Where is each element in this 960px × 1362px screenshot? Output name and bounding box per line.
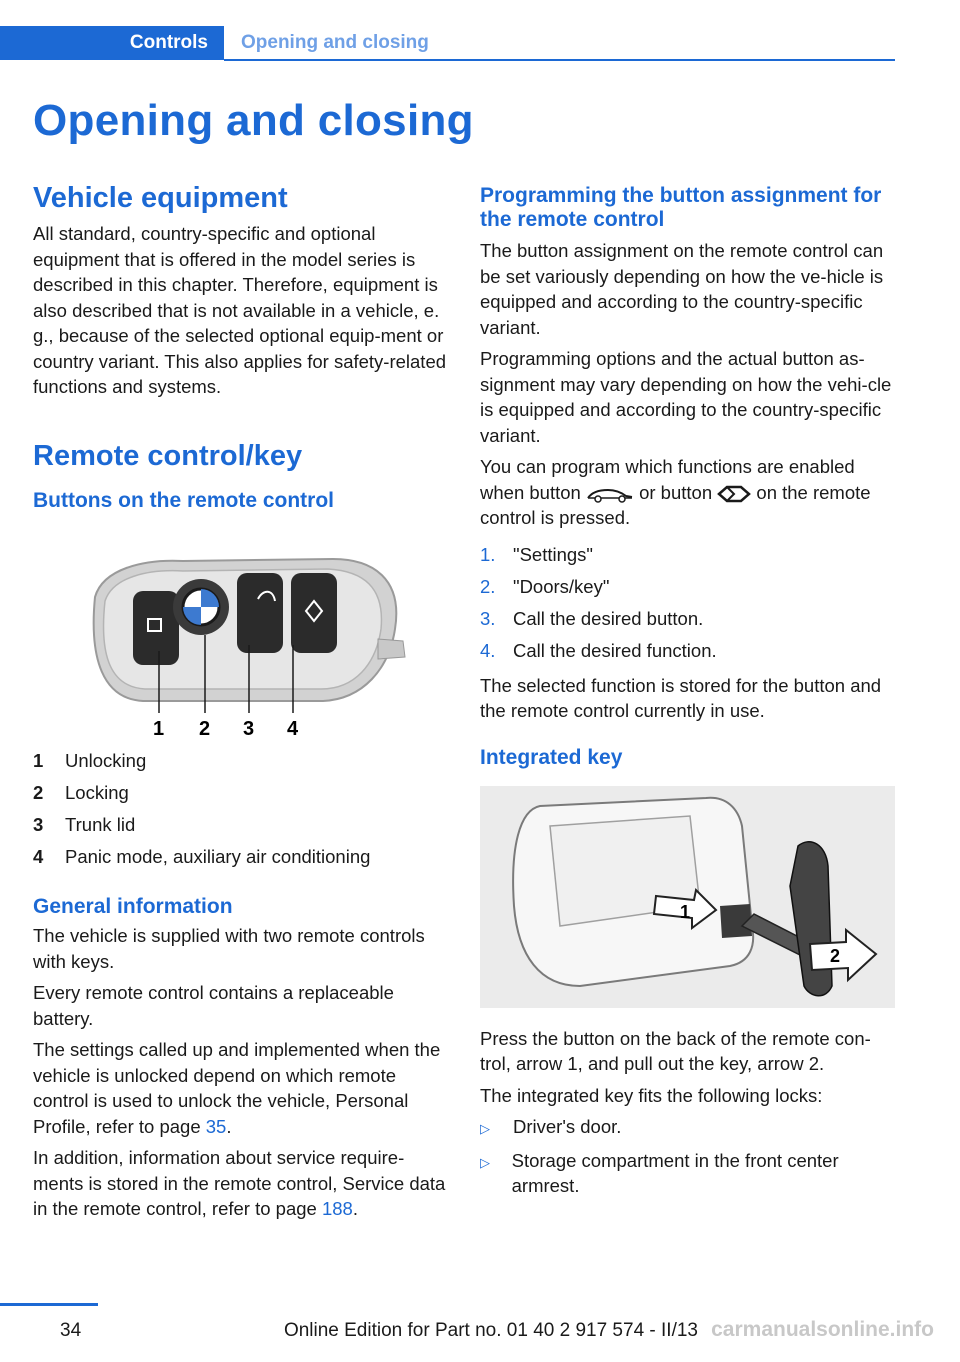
programming-p3 (480, 454, 895, 531)
integrated-p1: Press the button on the back of the remote con-trol, arrow 1, and pull out the key, arrow 2. (480, 1027, 871, 1075)
list-item (480, 1114, 895, 1142)
right-column (480, 184, 895, 1205)
general-p2: Every remote control contains a replaceable battery. (33, 982, 394, 1029)
bullet-triangle-icon: ▷ (480, 1121, 490, 1137)
list-item-text: Driver's door. (513, 1116, 622, 1138)
step-text: "Settings" (513, 543, 593, 565)
general-p1: The vehicle is supplied with two remote controls with keys. (33, 925, 425, 972)
general-p3-text: The settings called up and implemented when the vehicle is unlocked depend on which remote control is used to unlock the vehicle, Personal Profile, refer to page (33, 1039, 441, 1137)
page-link-188[interactable]: 188 (321, 1198, 353, 1220)
legend-item (33, 809, 448, 841)
programming-p3-c: on the remote control is pressed. (480, 481, 871, 529)
vehicle-equipment-heading: Vehicle equipment (33, 182, 288, 214)
callout-1: 1 (153, 718, 165, 740)
page-link-35[interactable]: 35 (205, 1115, 227, 1137)
general-info-heading: General information (33, 895, 233, 919)
callout-4: 4 (287, 718, 299, 740)
legend-item (33, 777, 448, 809)
legend-label: Panic mode, auxiliary air conditioning (65, 846, 371, 868)
programming-p3-b: or button (633, 481, 718, 503)
lock-list (480, 1114, 895, 1199)
step-text: Call the desired button. (513, 607, 704, 629)
subsection-tab[interactable] (224, 26, 429, 60)
legend-label: Unlocking (65, 750, 147, 772)
buttons-heading: Buttons on the remote control (33, 489, 334, 513)
programming-p4: The selected function is stored for the button and the remote control currently in use. (480, 674, 882, 722)
general-p4-end: . (352, 1198, 358, 1220)
legend-label: Locking (65, 782, 129, 804)
step-num: 3. (480, 607, 496, 629)
edition-note: Online Edition for Part no. 01 40 2 917 574 - II/13 (283, 1320, 698, 1341)
programming-p1: The button assignment on the remote control can be set variously depending on how the ve-hicle is equipped and according to the country-specific variant. (480, 240, 884, 338)
integrated-p2: The integrated key fits the following locks: (480, 1084, 823, 1106)
header-tabs (0, 26, 895, 62)
step-item (480, 539, 895, 571)
left-column (33, 182, 448, 1228)
bullet-triangle-icon: ▷ (480, 1154, 490, 1170)
header-rule (224, 59, 895, 61)
step-item (480, 603, 895, 635)
legend-item (33, 745, 448, 777)
general-p4 (33, 1145, 448, 1222)
remote-control-heading: Remote control/key (33, 439, 303, 472)
step-item (480, 635, 895, 667)
subsection-tab-label: Opening and closing (241, 32, 429, 53)
remote-control-figure (33, 549, 448, 739)
callout-2: 2 (199, 718, 211, 740)
integrated-key-figure (480, 786, 895, 1008)
step-num: 2. (480, 575, 496, 597)
programming-steps (480, 539, 895, 667)
vehicle-equipment-text: All standard, country-specific and optional equipment that is offered in the model series is described in this chapter. Therefore, equipment is also described that is not available in a vehicle, e. g., because of the selected optional equip-ment or country variant. This also applies for safety-related functions and systems. (33, 223, 447, 398)
general-p3-end: . (226, 1115, 232, 1137)
programming-p2: Programming options and the actual button as-signment may vary depending on how the vehi-cle is equipped and according to the country-specific variant. (480, 348, 892, 446)
programming-p3-a: You can program which functions are enabled when button (480, 456, 855, 503)
legend-num: 2 (33, 782, 44, 804)
list-item (480, 1148, 895, 1199)
legend-item (33, 841, 448, 873)
step-num: 1. (480, 543, 496, 565)
step-text: Call the desired function. (513, 639, 717, 661)
button-legend (33, 745, 448, 873)
step-text: "Doors/key" (513, 575, 610, 597)
integrated-key-heading: Integrated key (480, 745, 623, 769)
car-outline-icon (586, 484, 634, 504)
general-p3 (33, 1037, 448, 1139)
step-num: 4. (480, 639, 496, 661)
general-p4-text: In addition, information about service require-ments is stored in the remote control, Service data in the remote control, refer to page (33, 1147, 446, 1220)
page-number: 34 (60, 1320, 82, 1341)
legend-num: 1 (33, 750, 44, 772)
legend-num: 3 (33, 814, 44, 836)
programming-heading: Programming the button assignment for the remote control (480, 184, 882, 232)
page-title: Opening and closing (33, 96, 474, 145)
callout-3: 3 (243, 718, 255, 740)
legend-num: 4 (33, 846, 44, 868)
step-item (480, 571, 895, 603)
arrow-label-2: 2 (830, 945, 841, 966)
diamond-chevron-icon (717, 485, 751, 503)
footer-rule (0, 1303, 98, 1306)
arrow-label-1: 1 (680, 901, 691, 922)
list-item-text: Storage compartment in the front center armrest. (511, 1149, 839, 1197)
section-tab[interactable] (0, 26, 224, 60)
section-tab-label: Controls (129, 32, 208, 53)
legend-label: Trunk lid (65, 814, 136, 836)
watermark: carmanualsonline.info (711, 1318, 934, 1341)
